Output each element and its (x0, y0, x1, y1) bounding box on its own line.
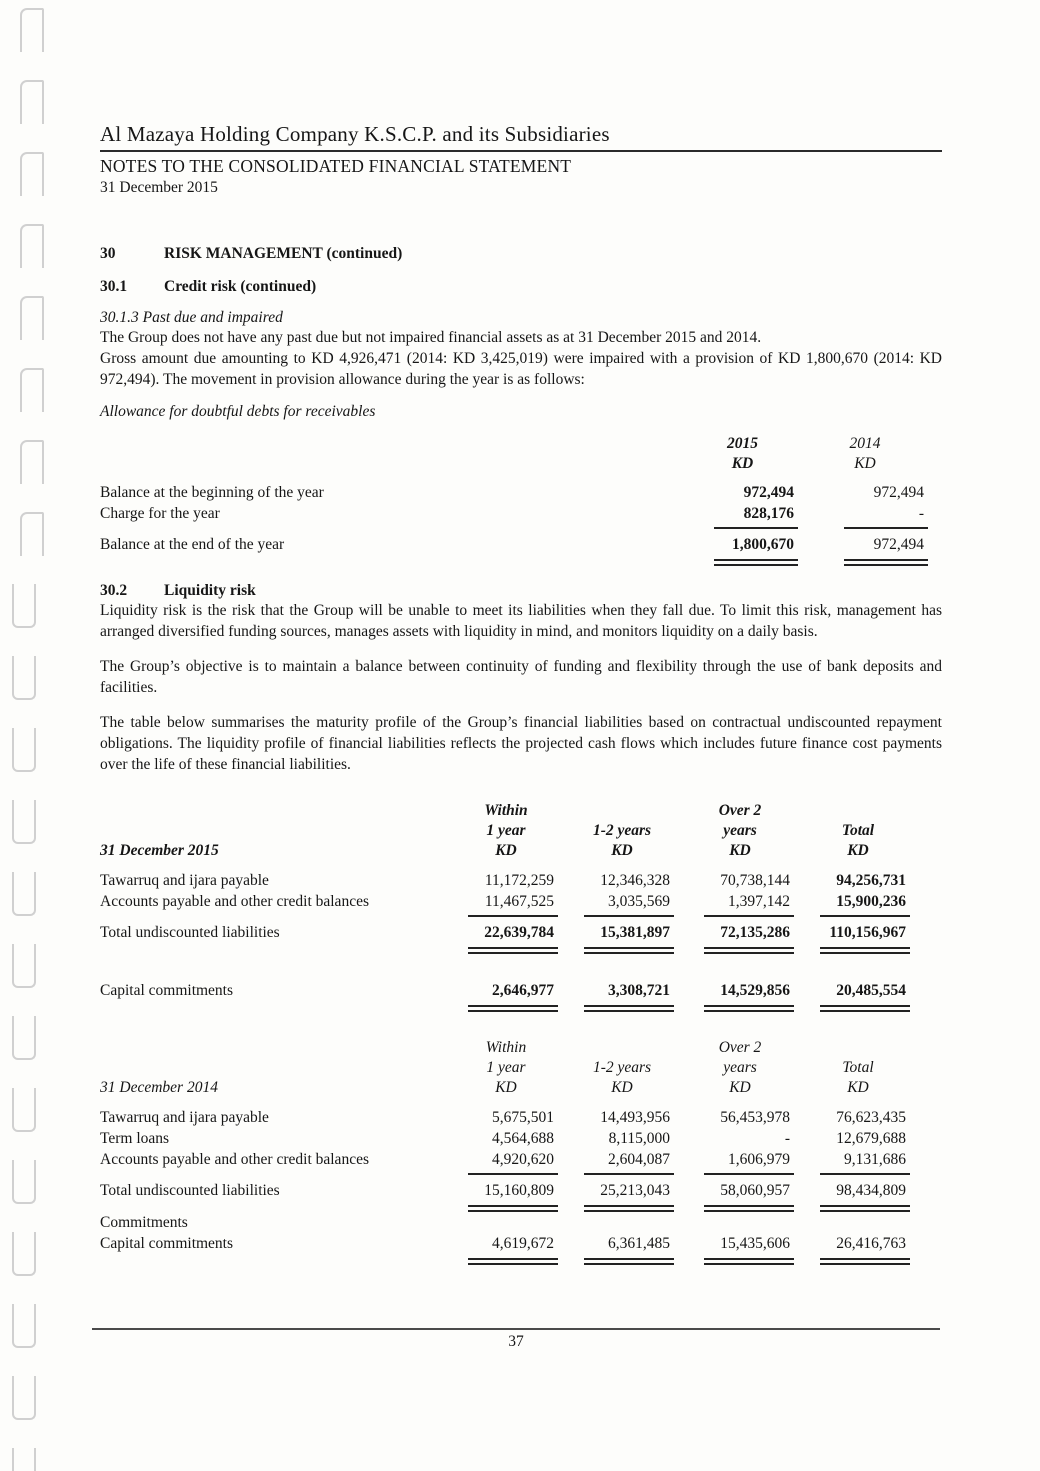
double-rule-row (100, 1254, 916, 1265)
binding-mark (12, 584, 36, 628)
row-label: Commitments (100, 1214, 188, 1231)
binding-mark (12, 656, 36, 700)
value-2015: 828,176 (743, 505, 794, 522)
double-rule-row (100, 1201, 916, 1212)
capital-commitments-row: Capital commitments 2,646,977 3,308,721 14,529,856 20,485,554 (100, 982, 906, 999)
single-rule-row (100, 912, 916, 922)
allowance-header-row (100, 434, 930, 482)
section-30-1-heading (100, 278, 942, 296)
section-number: 30.2 (100, 582, 128, 599)
allowance-caption: Allowance for doubtful debts for receivables (100, 403, 376, 420)
value-2014: 972,494 (873, 536, 924, 553)
binding-mark (12, 1088, 36, 1132)
binding-mark (20, 152, 44, 196)
date-label: 31 December 2014 (100, 1079, 218, 1096)
value-2015: 1,800,670 (732, 536, 794, 553)
row-label: Balance at the beginning of the year (100, 484, 324, 501)
row-label: Balance at the end of the year (100, 536, 285, 553)
binding-mark (12, 1376, 36, 1420)
column-header-total: Total KD (842, 1059, 874, 1096)
binding-mark (20, 512, 44, 556)
binding-mark (20, 224, 44, 268)
section-title: Liquidity risk (164, 582, 256, 599)
section-30-1-3-heading: 30.1.3 Past due and impaired (100, 309, 283, 326)
statement-date: 31 December 2015 (100, 179, 218, 196)
column-header-2015: 2015 KD (727, 435, 758, 472)
column-header-over-2-years: Over 2 years KD (718, 802, 762, 859)
column-header-1-2-years: 1-2 years KD (592, 822, 652, 859)
binding-mark (20, 440, 44, 484)
company-name: Al Mazaya Holding Company K.S.C.P. and its Subsidiaries (100, 122, 942, 152)
table-row: Accounts payable and other credit balances 4,920,620 2,604,087 1,606,979 9,131,686 (100, 1151, 906, 1168)
section-title: RISK MANAGEMENT (continued) (164, 245, 403, 262)
single-rule-row (100, 524, 930, 534)
binding-mark (20, 368, 44, 412)
section-30-heading (100, 245, 942, 263)
maturity-table-2014 (100, 1038, 916, 1265)
column-header-total: Total KD (841, 822, 875, 859)
row-label: Capital commitments (100, 982, 234, 999)
row-label: Tawarruq and ijara payable (100, 872, 269, 889)
binding-mark (12, 1448, 36, 1471)
past-due-line1: The Group does not have any past due but not impaired financial assets as at 31 December 2015 and 2014. (100, 329, 762, 346)
capital-commitments-row: Capital commitments 4,619,672 6,361,485 15,435,606 26,416,763 (100, 1235, 906, 1252)
binding-mark (12, 1016, 36, 1060)
value-2015: 972,494 (743, 484, 794, 501)
total-row: Total undiscounted liabilities 15,160,809 25,213,043 58,060,957 98,434,809 (100, 1182, 906, 1199)
table-row (100, 482, 930, 503)
single-rule-row (100, 1170, 916, 1180)
column-header-1-2-years: 1-2 years KD (592, 1059, 652, 1096)
maturity-table-2015 (100, 801, 916, 1012)
table-row: Tawarruq and ijara payable 5,675,501 14,493,956 56,453,978 76,623,435 (100, 1109, 906, 1126)
page-number: 37 (508, 1333, 524, 1350)
table-row: Term loans 4,564,688 8,115,000 - 12,679,688 (100, 1130, 906, 1147)
row-label: Charge for the year (100, 505, 220, 522)
value-2014: 972,494 (873, 484, 924, 501)
column-header-over-2-years: Over 2 years KD (718, 1039, 762, 1096)
binding-mark (12, 728, 36, 772)
maturity-header-row (100, 801, 916, 870)
page-footer (92, 1328, 940, 1351)
liquidity-paragraph-1: Liquidity risk is the risk that the Group will be unable to meet its liabilities when they fall due. To limit this risk, management has arranged diversified funding sources, manages assets with liquidity in mind, and monitors liquidity on a daily basis. (100, 602, 942, 640)
table-row (100, 503, 930, 524)
liquidity-paragraph-3: The table below summarises the maturity profile of the Group’s financial liabilities based on contractual undiscounted repayment obligations. The liquidity profile of financial liabilities reflects the projected cash flows which includes future finance cost payments over the life of these financial liabilities. (100, 714, 942, 773)
total-row (100, 534, 930, 555)
binding-mark (12, 1160, 36, 1204)
table-row: Accounts payable and other credit balances 11,467,525 3,035,569 1,397,142 15,900,236 (100, 893, 906, 910)
row-label: Accounts payable and other credit balances (100, 893, 369, 910)
row-label: Term loans (100, 1130, 170, 1147)
row-label: Total undiscounted liabilities (100, 924, 280, 941)
section-number: 30.1 (100, 278, 128, 295)
section-title: Credit risk (continued) (164, 278, 317, 295)
binding-mark (12, 944, 36, 988)
column-header-within-1-year: Within 1 year KD (484, 802, 528, 859)
binding-mark (20, 296, 44, 340)
total-row: Total undiscounted liabilities 22,639,784 15,381,897 72,135,286 110,156,967 (100, 924, 906, 941)
section-number: 30 (100, 245, 116, 262)
maturity-header-row (100, 1038, 916, 1107)
binding-mark (20, 80, 44, 124)
binding-mark (12, 800, 36, 844)
double-rule-row (100, 1001, 916, 1012)
double-rule-row (100, 555, 930, 566)
allowance-table (100, 434, 930, 566)
row-label: Accounts payable and other credit balances (100, 1151, 369, 1168)
section-30-2-heading (100, 582, 942, 600)
date-label: 31 December 2015 (100, 842, 219, 859)
double-rule-row (100, 943, 916, 954)
statement-title: NOTES TO THE CONSOLIDATED FINANCIAL STATEMENT (100, 156, 572, 176)
row-label: Capital commitments (100, 1235, 234, 1252)
binding-mark (12, 1304, 36, 1348)
page-content (100, 122, 942, 1265)
binding-mark (12, 872, 36, 916)
row-label: Total undiscounted liabilities (100, 1182, 280, 1199)
binding-mark (12, 1232, 36, 1276)
column-header-within-1-year: Within 1 year KD (485, 1039, 527, 1096)
past-due-paragraph: Gross amount due amounting to KD 4,926,471 (2014: KD 3,425,019) were impaired with a provision of KD 1,800,670 (2014: KD 972,494). The movement in provision allowance during the year is as follows: (100, 350, 942, 388)
table-row: Tawarruq and ijara payable 11,172,259 12,346,328 70,738,144 94,256,731 (100, 872, 906, 889)
binding-mark (20, 8, 44, 52)
liquidity-paragraph-2: The Group’s objective is to maintain a balance between continuity of funding and flexibility through the use of bank deposits and facilities. (100, 658, 942, 696)
commitments-label-row (100, 1212, 916, 1233)
row-label: Tawarruq and ijara payable (100, 1109, 269, 1126)
column-header-2014: 2014 KD (849, 435, 881, 472)
document-header (100, 122, 942, 197)
value-2014: - (918, 505, 924, 522)
